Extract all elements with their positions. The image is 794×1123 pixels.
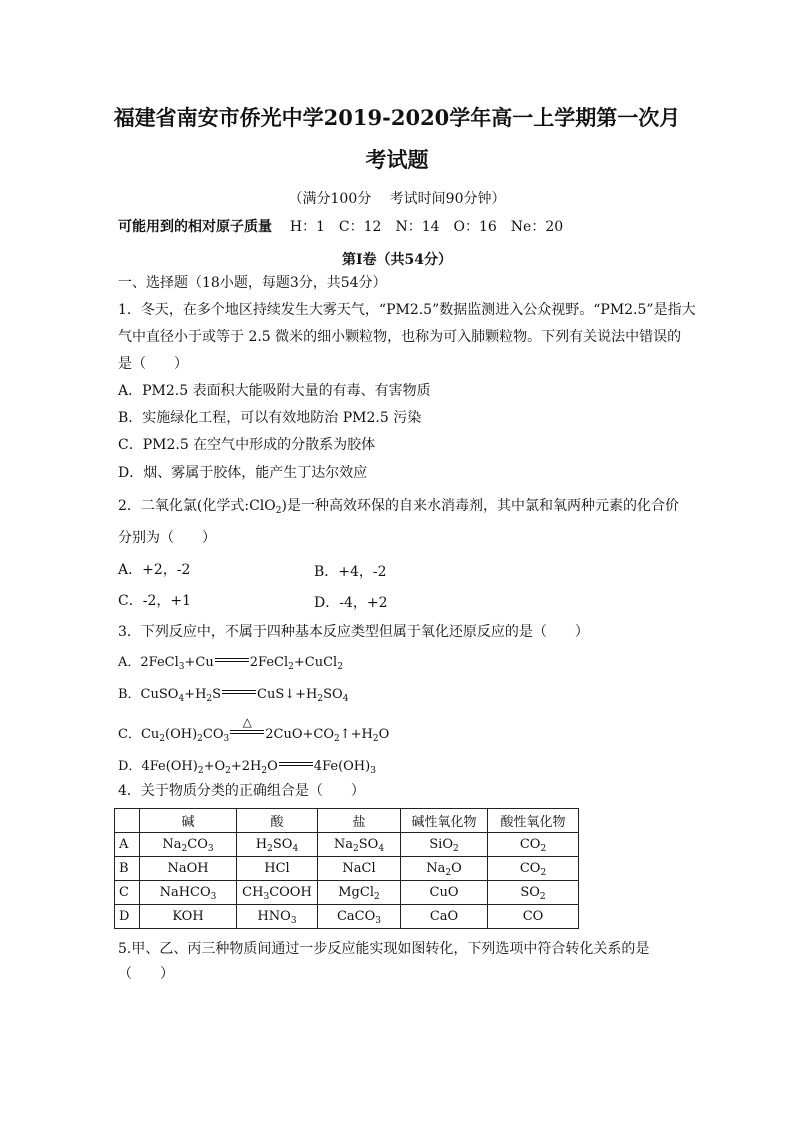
classification-table	[114, 808, 579, 929]
q3-option-b: B．$CuSO_4+H_2S$ $CuS↓+H_2SO_4$	[118, 687, 349, 704]
q2-option-d: D．-4，+2	[314, 595, 388, 611]
q1-option-a: A．PM2.5 表面积大能吸附大量的有毒、有害物质	[118, 383, 431, 399]
row-label: D	[115, 905, 140, 929]
q4-stem: 4．关于物质分类的正确组合是（ ）	[118, 783, 365, 799]
q3-stem: 3．下列反应中，不属于四种基本反应类型但属于氧化还原反应的是（ ）	[118, 624, 589, 640]
table-row: A $Na_2CO_3$ $H_2SO_4$ $Na_2SO_4$ SiO$_2$ $CO_2$	[115, 833, 579, 857]
table-row: C NaHCO$_3$ $CH_3COOH$ MgCl$_2$ CuO $SO_2$	[115, 881, 579, 905]
q1-option-c: C．PM2.5 在空气中形成的分散系为胶体	[118, 437, 376, 453]
q1-option-b: B．实施绿化工程，可以有效地防治 PM2.5 污染	[118, 410, 422, 426]
atomic-mass-label: 可能用到的相对原子质量	[118, 219, 272, 235]
q2-option-a: A．+2，-2	[118, 562, 191, 578]
q3-option-a: A．2FeCl$_3$+Cu 2FeCl$_2$+CuCl$_2$	[118, 655, 343, 672]
q1-stem-line2: 气中直径小于或等于 2.5 微米的细小颗粒物，也称为可入肺颗粒物。下列有关说法中错误的	[118, 329, 682, 345]
header-base: 碱	[140, 809, 237, 833]
row-label: A	[115, 833, 140, 857]
table-header-row	[115, 809, 579, 833]
q3-option-c: C．$Cu_2(OH)_2CO_3$ △ $2CuO+CO_2↑+H_2O$	[118, 715, 390, 744]
header-salt: 盐	[318, 809, 401, 833]
q1-stem-line1: 1．冬天，在多个地区持续发生大雾天气，“PM2.5”数据监测进入公众视野。“PM2.5”是指大	[118, 302, 696, 318]
atomic-mass-values: H：1 C：12 N：14 O：16 Ne：20	[289, 219, 564, 235]
exam-title-line1: 福建省南安市侨光中学2019-2020学年高一上学期第一次月	[113, 105, 681, 130]
header-acid: 酸	[237, 809, 318, 833]
q2-stem-line2: 分别为（ ）	[118, 530, 216, 546]
table-row: D KOH $HNO_3$ CaCO$_3$ CaO CO	[115, 905, 579, 929]
exam-title-line2: 考试题	[365, 147, 429, 172]
q2-option-c: C．-2，+1	[118, 593, 191, 609]
q5-stem-line2: （ ）	[118, 966, 174, 982]
section-title: 第Ⅰ卷（共54分）	[341, 252, 453, 268]
part-heading: 一、选择题（18小题，每题3分，共54分）	[118, 275, 387, 291]
q1-option-d: D．烟、雾属于胶体，能产生丁达尔效应	[118, 465, 368, 481]
header-acidic-oxide: 酸性氧化物	[488, 809, 579, 833]
heat-symbol: △	[242, 715, 252, 729]
q5-stem-line1: 5.甲、乙、丙三种物质间通过一步反应能实现如图转化，下列选项中符合转化关系的是	[118, 941, 650, 957]
header-basic-oxide: 碱性氧化物	[401, 809, 488, 833]
exam-subtitle: （满分100分 考试时间90分钟）	[288, 191, 506, 207]
q3-option-d: D．$4Fe(OH)_2+O_2+2H_2O$ $4Fe(OH)_3$	[118, 759, 376, 776]
table-row: B NaOH HCl NaCl $Na_2O$ $CO_2$	[115, 857, 579, 881]
q2-option-b: B．+4，-2	[314, 564, 387, 580]
atomic-mass-line	[118, 218, 563, 236]
q1-stem-line3: 是（ ）	[118, 356, 188, 372]
row-label: B	[115, 857, 140, 881]
row-label: C	[115, 881, 140, 905]
q2-stem-line1: 2．二氧化氯(化学式:ClO$_2$)是一种高效环保的自来水消毒剂，其中氯和氧两种元素的化合价	[118, 498, 679, 516]
